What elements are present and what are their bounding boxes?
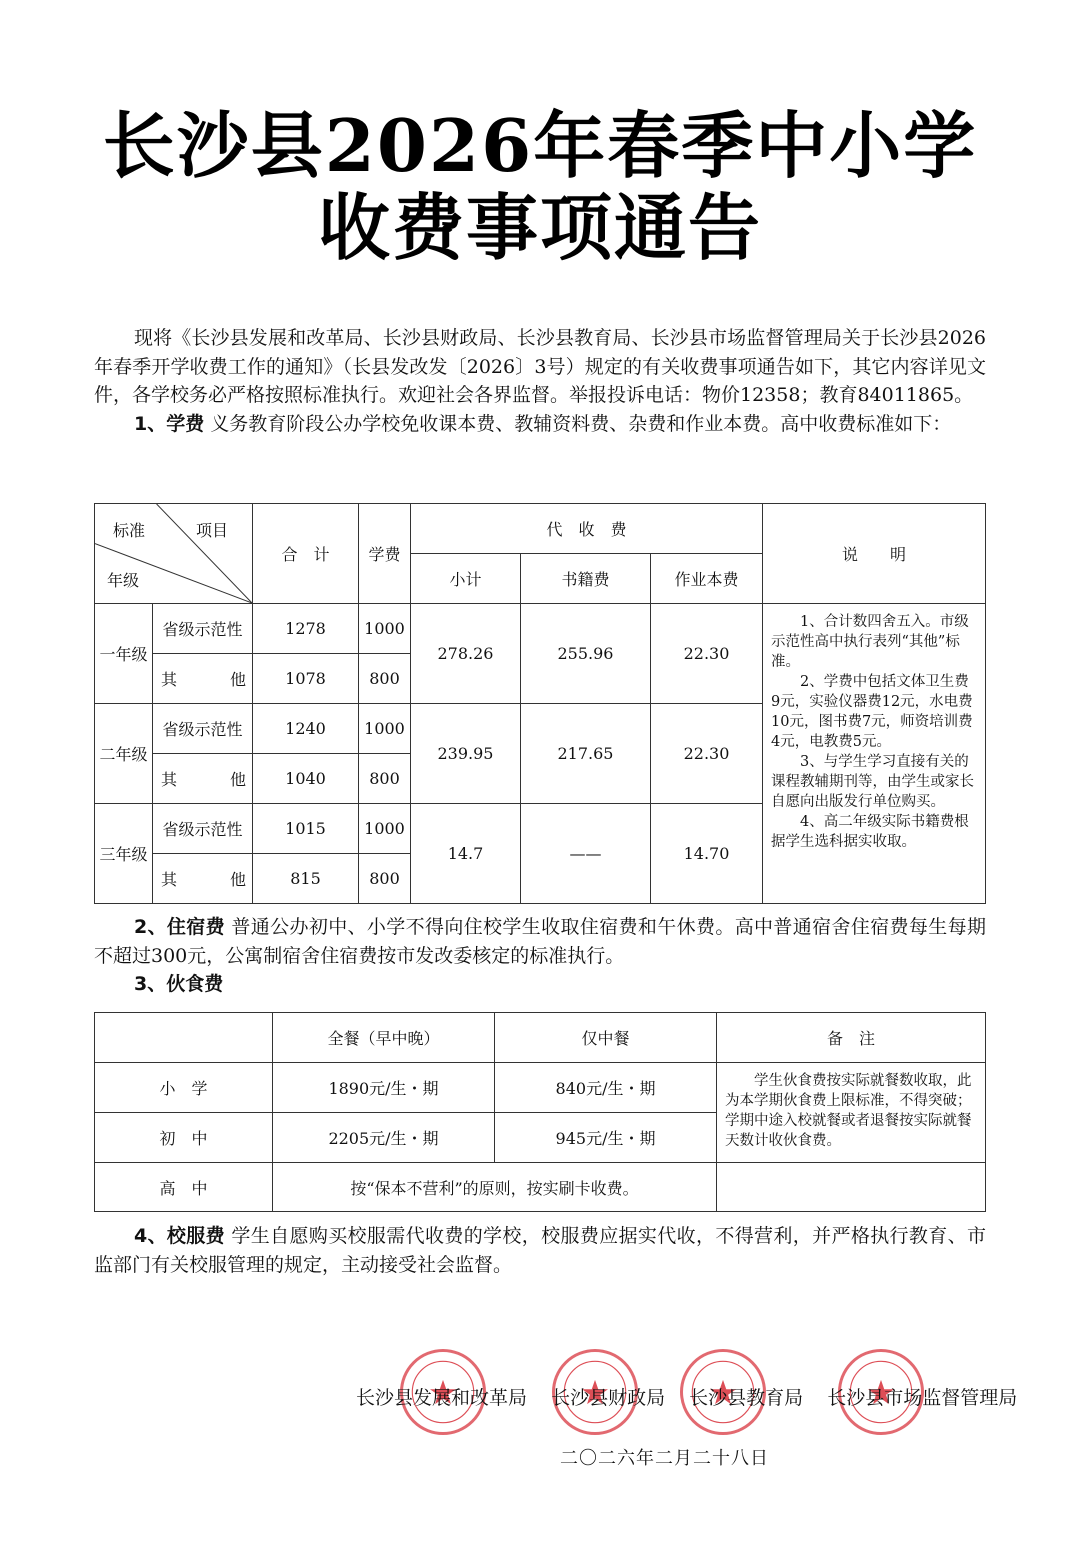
subtotal-cell: 14.7 xyxy=(411,804,521,904)
note-item: 3、与学生学习直接有关的课程教辅期刊等，由学生或家长自愿向出版发行单位购买。 xyxy=(771,754,974,810)
section1-text: 义务教育阶段公办学校免收课本费、教辅资料费、杂费和作业本费。高中收费标准如下： xyxy=(204,412,952,435)
diagonal-header-cell xyxy=(95,504,253,604)
signatory: 长沙县发展和改革局 xyxy=(356,1387,528,1409)
grade-cell: 二年级 xyxy=(95,704,153,804)
tuition-cell: 800 xyxy=(359,754,411,804)
notice-title-line2: 收费事项通告 xyxy=(317,185,762,270)
workbook-cell: 22.30 xyxy=(651,604,763,704)
intro-section xyxy=(94,324,986,438)
signatory: 长沙县财政局 xyxy=(551,1387,666,1409)
books-cell: 217.65 xyxy=(521,704,651,804)
section4-paragraph xyxy=(94,1222,986,1279)
total-cell: 1015 xyxy=(253,804,359,854)
section2-heading: 2、住宿费 xyxy=(134,916,226,938)
tuition-cell: 800 xyxy=(359,654,411,704)
school-type-cell: 其他 xyxy=(153,754,253,804)
school-type-cell: 其他 xyxy=(153,654,253,704)
note-item: 4、高二年级实际书籍费根据学生选科据实收取。 xyxy=(771,814,969,850)
section4-text: 学生自愿购买校服需代收费的学校，校服费应据实代收，不得营利，并严格执行教育、市监部门有关校服管理的规定，主动接受社会监督。 xyxy=(94,1225,986,1276)
section1-heading: 1、学费 xyxy=(134,412,205,435)
notes-cell xyxy=(763,604,986,904)
total-cell: 1040 xyxy=(253,754,359,804)
issue-date: 二〇二六年二月二十八日 xyxy=(560,1448,769,1469)
header-lunch-only: 仅中餐 xyxy=(495,1013,717,1063)
header-agency-fee: 代 收 费 xyxy=(411,504,763,554)
section4-heading: 4、校服费 xyxy=(134,1225,226,1247)
meal-fee-table xyxy=(94,1012,986,1212)
header-remark: 备 注 xyxy=(717,1013,986,1063)
tuition-fee-table xyxy=(94,503,986,904)
total-cell: 815 xyxy=(253,854,359,904)
books-cell: —— xyxy=(521,804,651,904)
empty-cell xyxy=(717,1163,986,1212)
lunch-cell: 840元/生・期 xyxy=(495,1063,717,1113)
full-meal-cell: 1890元/生・期 xyxy=(273,1063,495,1113)
signatory-list xyxy=(356,1383,1017,1410)
total-cell: 1078 xyxy=(253,654,359,704)
remark-cell xyxy=(717,1063,986,1163)
section2-text: 普通公办初中、小学不得向住校学生收取住宿费和午休费。高中普通宿舍住宿费每生每期不超过300元，公寓制宿舍住宿费按市发改委核定的标准执行。 xyxy=(94,916,986,967)
note-item: 1、合计数四舍五入。市级示范性高中执行表列“其他”标准。 xyxy=(771,614,969,670)
full-meal-cell: 2205元/生・期 xyxy=(273,1113,495,1163)
tuition-cell: 1000 xyxy=(359,704,411,754)
total-cell: 1278 xyxy=(253,604,359,654)
total-cell: 1240 xyxy=(253,704,359,754)
header-workbook: 作业本费 xyxy=(651,554,763,604)
table-row xyxy=(95,604,986,654)
header-subtotal: 小计 xyxy=(411,554,521,604)
remark-text: 学生伙食费按实际就餐数收取，此为本学期伙食费上限标准，不得突破；学期中途入校就餐或者退餐按实际就餐天数计收伙食费。 xyxy=(725,1073,972,1149)
tuition-cell: 1000 xyxy=(359,804,411,854)
section2-paragraph xyxy=(94,913,986,970)
notice-title-line1: 长沙县2026年春季中小学 xyxy=(102,103,978,188)
subtotal-cell: 278.26 xyxy=(411,604,521,704)
workbook-cell: 22.30 xyxy=(651,704,763,804)
high-school-rule-cell: 按“保本不营利”的原则，按实刷卡收费。 xyxy=(273,1163,717,1212)
header-total: 合 计 xyxy=(253,504,359,604)
workbook-cell: 14.70 xyxy=(651,804,763,904)
grade-cell: 三年级 xyxy=(95,804,153,904)
section1-paragraph xyxy=(94,410,986,439)
lunch-cell: 945元/生・期 xyxy=(495,1113,717,1163)
school-type-cell: 省级示范性 xyxy=(153,604,253,654)
table-row xyxy=(95,1063,986,1113)
header-standard: 标准 xyxy=(113,521,146,540)
grade-cell: 一年级 xyxy=(95,604,153,704)
header-empty xyxy=(95,1013,273,1063)
subtotal-cell: 239.95 xyxy=(411,704,521,804)
books-cell: 255.96 xyxy=(521,604,651,704)
level-cell: 小 学 xyxy=(95,1063,273,1113)
signatory: 长沙县市场监督管理局 xyxy=(827,1387,1018,1409)
tuition-cell: 800 xyxy=(359,854,411,904)
section3-paragraph xyxy=(94,970,986,999)
section3-heading: 3、伙食费 xyxy=(134,973,224,995)
school-type-cell: 其他 xyxy=(153,854,253,904)
level-cell: 初 中 xyxy=(95,1113,273,1163)
header-note: 说 明 xyxy=(763,504,986,604)
tuition-cell: 1000 xyxy=(359,604,411,654)
level-cell: 高 中 xyxy=(95,1163,273,1212)
header-books: 书籍费 xyxy=(521,554,651,604)
header-tuition: 学费 xyxy=(359,504,411,604)
school-type-cell: 省级示范性 xyxy=(153,704,253,754)
header-full-meal: 全餐（早中晚） xyxy=(273,1013,495,1063)
table-row xyxy=(95,1163,986,1212)
note-item: 2、学费中包括文体卫生费9元，实验仪器费12元，水电费10元，图书费7元，师资培训费4元，电教费5元。 xyxy=(771,674,973,750)
school-type-cell: 省级示范性 xyxy=(153,804,253,854)
header-item: 项目 xyxy=(195,521,228,540)
intro-paragraph: 现将《长沙县发展和改革局、长沙县财政局、长沙县教育局、长沙县市场监督管理局关于长沙县2026年春季开学收费工作的通知》（长县发改发〔2026〕3号）规定的有关收费事项通告如下，其它内容详见文件，各学校务必严格按照标准执行。欢迎社会各界监督。举报投诉电话：物价12358；教育84011865。 xyxy=(94,327,986,406)
signatory: 长沙县教育局 xyxy=(689,1387,804,1409)
header-grade: 年级 xyxy=(107,571,140,590)
